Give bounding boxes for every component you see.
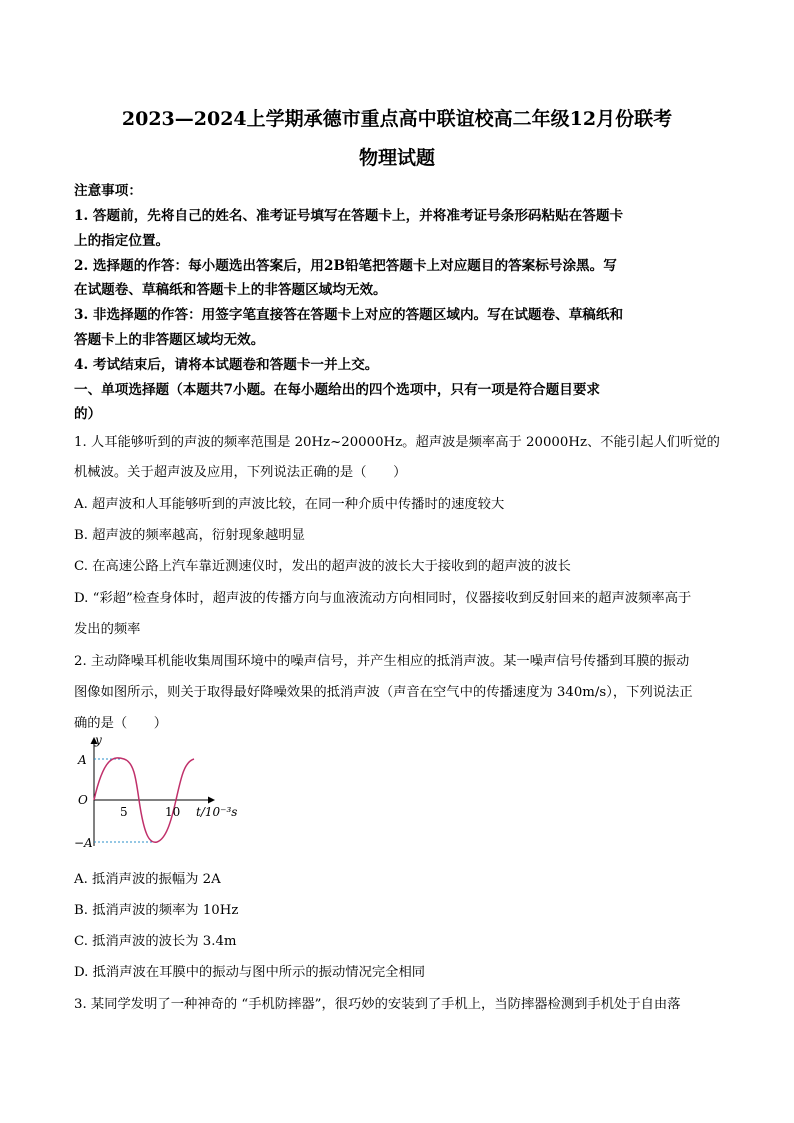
question-1-stem: 1. 人耳能够听到的声波的频率范围是 20Hz~20000Hz。超声波是频率高于 20000Hz、不能引起人们听觉的 (74, 435, 720, 450)
neg-amplitude-label: −A (74, 836, 93, 850)
question-1-option-a: A. 超声波和人耳能够听到的声波比较，在同一种介质中传播时的速度较大 (74, 497, 505, 512)
note-line: 4. 考试结束后，请将本试题卷和答题卡一并上交。 (74, 357, 379, 373)
note-line: 3. 非选择题的作答：用签字笔直接答在答题卡上对应的答题区域内。写在试题卷、草稿纸和 (74, 307, 624, 323)
question-1-option-b: B. 超声波的频率越高，衍射现象越明显 (74, 528, 305, 543)
note-line: 答题卡上的非答题区域均无效。 (74, 332, 265, 348)
note-line: 1. 答题前，先将自己的姓名、准考证号填写在答题卡上，并将准考证号条形码粘贴在答题卡 (74, 208, 624, 224)
question-1-option-c: C. 在高速公路上汽车靠近测速仪时，发出的超声波的波长大于接收到的超声波的波长 (74, 559, 571, 574)
y-axis-label: y (95, 734, 102, 747)
tick-label-10: 10 (165, 805, 181, 819)
section-heading-cont: 的） (74, 406, 102, 422)
question-2-option-d: D. 抵消声波在耳膜中的振动与图中所示的振动情况完全相同 (74, 965, 426, 980)
question-1-option-d: D. “彩超”检查身体时，超声波的传播方向与血液流动方向相同时，仪器接收到反射回来的超声波频率高于 (74, 591, 692, 606)
question-2-stem-cont: 确的是（ ） (74, 716, 168, 731)
exam-title: 2023—2024上学期承德市重点高中联谊校高二年级12月份联考 (121, 108, 673, 130)
note-line: 在试题卷、草稿纸和答题卡上的非答题区域均无效。 (74, 282, 387, 298)
question-2-option-c: C. 抵消声波的波长为 3.4m (74, 934, 237, 949)
question-2-stem: 2. 主动降噪耳机能收集周围环境中的噪声信号，并产生相应的抵消声波。某一噪声信号传播到耳膜的振动 (74, 654, 690, 669)
notes-heading: 注意事项： (74, 183, 142, 199)
question-2-stem-cont: 图像如图所示，则关于取得最好降噪效果的抵消声波（声音在空气中的传播速度为 340m/s），下列说法正 (74, 685, 693, 700)
question-1-option-d-cont: 发出的频率 (74, 622, 141, 637)
amplitude-label: A (78, 753, 87, 767)
question-2-option-b: B. 抵消声波的频率为 10Hz (74, 903, 239, 918)
section-heading: 一、单项选择题（本题共7小题。在每小题给出的四个选项中，只有一项是符合题目要求 (74, 382, 601, 398)
x-axis-label: t/10⁻³s (196, 805, 238, 819)
question-2-option-a: A. 抵消声波的振幅为 2A (74, 872, 221, 887)
question-1-stem-cont: 机械波。关于超声波及应用，下列说法正确的是（ ） (74, 465, 407, 480)
note-line: 2. 选择题的作答：每小题选出答案后，用2B铅笔把答题卡上对应题目的答案标号涂黑。写 (74, 258, 617, 274)
origin-label: O (78, 793, 88, 807)
tick-label-5: 5 (120, 805, 128, 819)
note-line: 上的指定位置。 (74, 233, 170, 249)
vibration-graph (74, 734, 244, 852)
exam-subject-title: 物理试题 (358, 147, 435, 169)
question-3-stem: 3. 某同学发明了一种神奇的 “手机防摔器”，很巧妙的安装到了手机上，当防摔器检测到手机处于自由落 (74, 997, 681, 1012)
